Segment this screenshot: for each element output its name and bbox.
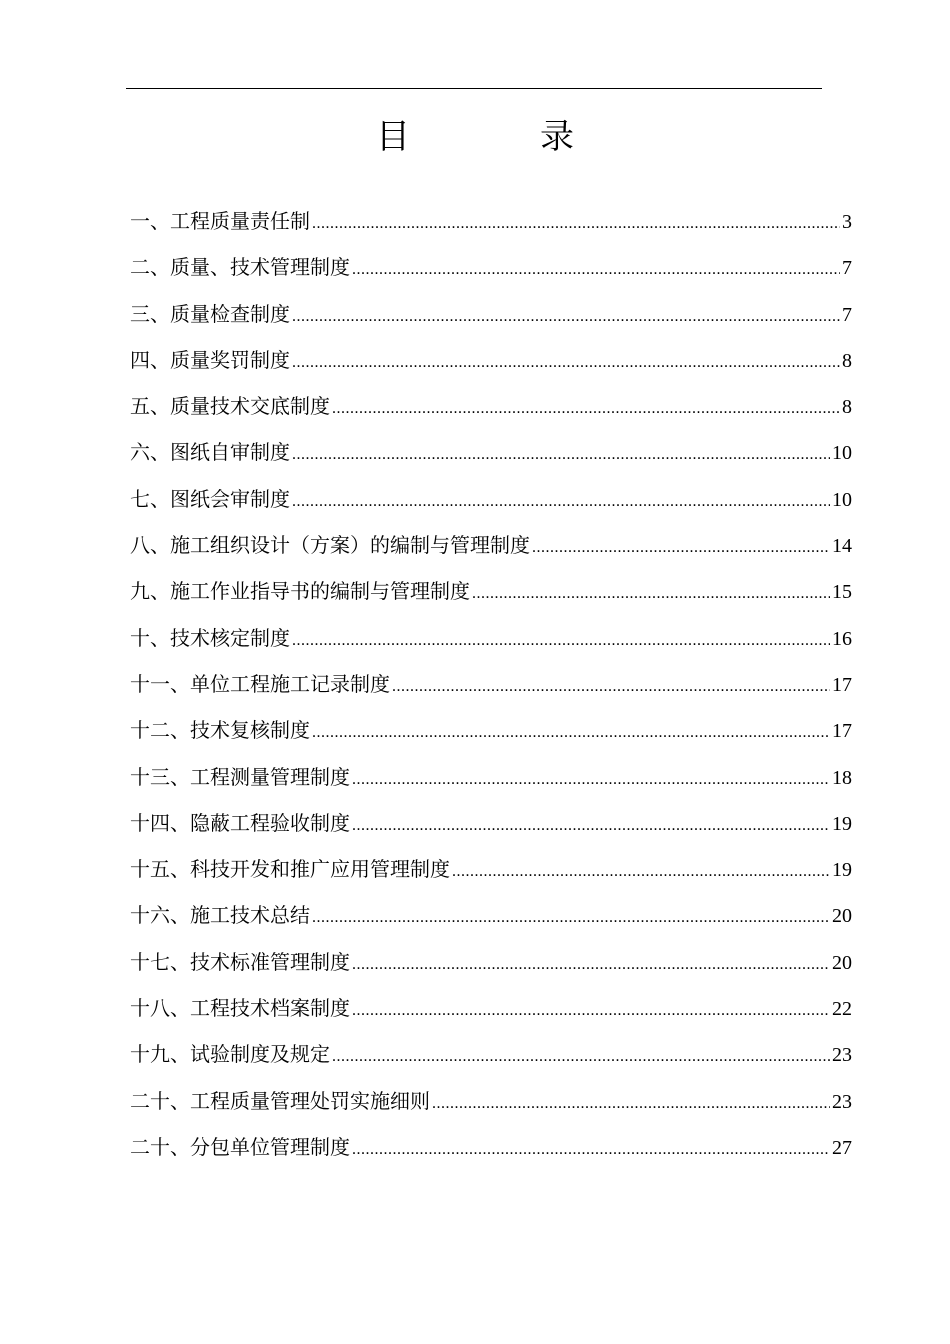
toc-entry[interactable] — [130, 800, 852, 846]
toc-title: 目 录 — [376, 117, 622, 157]
toc-entry[interactable] — [130, 522, 852, 568]
toc-entry-label: 十五、科技开发和推广应用管理制度 — [130, 857, 450, 882]
toc-entry-label: 十四、隐蔽工程验收制度 — [130, 810, 350, 835]
toc-entry-page-number: 19 — [832, 859, 852, 882]
toc-entry[interactable] — [130, 291, 852, 337]
toc-entry[interactable] — [130, 1031, 852, 1077]
dot-leader — [332, 386, 840, 432]
toc-entry-label: 一、工程质量责任制 — [130, 209, 310, 233]
dot-leader — [472, 571, 830, 617]
toc-entry-page-number: 8 — [842, 349, 852, 372]
toc-entry-page-number: 17 — [832, 720, 852, 743]
dot-leader — [292, 432, 830, 478]
toc-entry-page-number: 7 — [842, 303, 852, 326]
toc-entry-label: 六、图纸自审制度 — [130, 440, 290, 465]
toc-entry-label: 十三、工程测量管理制度 — [130, 764, 350, 789]
dot-leader — [292, 479, 830, 525]
toc-entry[interactable] — [130, 985, 852, 1031]
table-of-contents — [130, 198, 852, 1170]
dot-leader — [452, 849, 830, 895]
toc-entry[interactable] — [130, 568, 852, 614]
dot-leader — [392, 664, 830, 710]
toc-entry-page-number: 17 — [832, 673, 852, 696]
toc-entry-label: 二、质量、技术管理制度 — [130, 255, 350, 280]
dot-leader — [352, 757, 830, 803]
toc-entry[interactable] — [130, 383, 852, 429]
toc-entry-label: 十六、施工技术总结 — [130, 903, 310, 928]
toc-entry-page-number: 20 — [832, 951, 852, 974]
toc-entry-page-number: 20 — [832, 905, 852, 928]
dot-leader — [352, 803, 830, 849]
toc-entry-label: 四、质量奖罚制度 — [130, 347, 290, 372]
header-rule — [126, 88, 822, 89]
toc-entry-page-number: 18 — [832, 766, 852, 789]
toc-entry[interactable] — [130, 476, 852, 522]
dot-leader — [352, 247, 840, 293]
dot-leader — [292, 618, 830, 664]
toc-entry[interactable] — [130, 846, 852, 892]
toc-entry-label: 十八、工程技术档案制度 — [130, 996, 350, 1021]
toc-entry-page-number: 7 — [842, 257, 852, 280]
dot-leader — [352, 1127, 830, 1173]
dot-leader — [312, 895, 830, 941]
toc-entry[interactable] — [130, 892, 852, 938]
toc-entry-page-number: 23 — [832, 1044, 852, 1067]
toc-entry[interactable] — [130, 1124, 852, 1170]
dot-leader — [532, 525, 830, 571]
toc-entry-label: 十七、技术标准管理制度 — [130, 949, 350, 974]
toc-entry-label: 十、技术核定制度 — [130, 625, 290, 650]
toc-entry-label: 九、施工作业指导书的编制与管理制度 — [130, 579, 470, 604]
toc-entry-label: 五、质量技术交底制度 — [130, 394, 330, 419]
toc-entry[interactable] — [130, 244, 852, 290]
toc-entry[interactable] — [130, 939, 852, 985]
dot-leader — [432, 1081, 830, 1127]
toc-entry-page-number: 3 — [842, 211, 852, 233]
dot-leader — [312, 710, 830, 756]
toc-entry[interactable] — [130, 754, 852, 800]
toc-entry[interactable] — [130, 1078, 852, 1124]
toc-entry-label: 十一、单位工程施工记录制度 — [130, 671, 390, 696]
toc-entry[interactable] — [130, 337, 852, 383]
dot-leader — [292, 294, 840, 340]
toc-entry-label: 十九、试验制度及规定 — [130, 1042, 330, 1067]
toc-entry-page-number: 15 — [832, 581, 852, 604]
toc-entry[interactable] — [130, 198, 852, 244]
toc-entry[interactable] — [130, 661, 852, 707]
toc-entry[interactable] — [130, 615, 852, 661]
dot-leader — [352, 988, 830, 1034]
toc-entry-page-number: 16 — [832, 627, 852, 650]
dot-leader — [332, 1034, 830, 1080]
toc-entry[interactable] — [130, 429, 852, 475]
toc-entry-label: 二十、工程质量管理处罚实施细则 — [130, 1088, 430, 1113]
toc-entry-page-number: 19 — [832, 812, 852, 835]
toc-entry-label: 三、质量检查制度 — [130, 301, 290, 326]
dot-leader — [312, 201, 840, 247]
toc-entry-label: 八、施工组织设计（方案）的编制与管理制度 — [130, 533, 530, 558]
toc-entry-label: 十二、技术复核制度 — [130, 718, 310, 743]
toc-entry-label: 七、图纸会审制度 — [130, 486, 290, 511]
toc-entry[interactable] — [130, 707, 852, 753]
toc-entry-page-number: 10 — [832, 442, 852, 465]
toc-entry-page-number: 27 — [832, 1136, 852, 1159]
toc-entry-page-number: 23 — [832, 1090, 852, 1113]
toc-entry-page-number: 22 — [832, 998, 852, 1021]
toc-entry-page-number: 8 — [842, 396, 852, 419]
toc-entry-page-number: 14 — [832, 535, 852, 558]
toc-entry-label: 二十、分包单位管理制度 — [130, 1134, 350, 1159]
dot-leader — [292, 340, 840, 386]
dot-leader — [352, 942, 830, 988]
toc-entry-page-number: 10 — [832, 488, 852, 511]
